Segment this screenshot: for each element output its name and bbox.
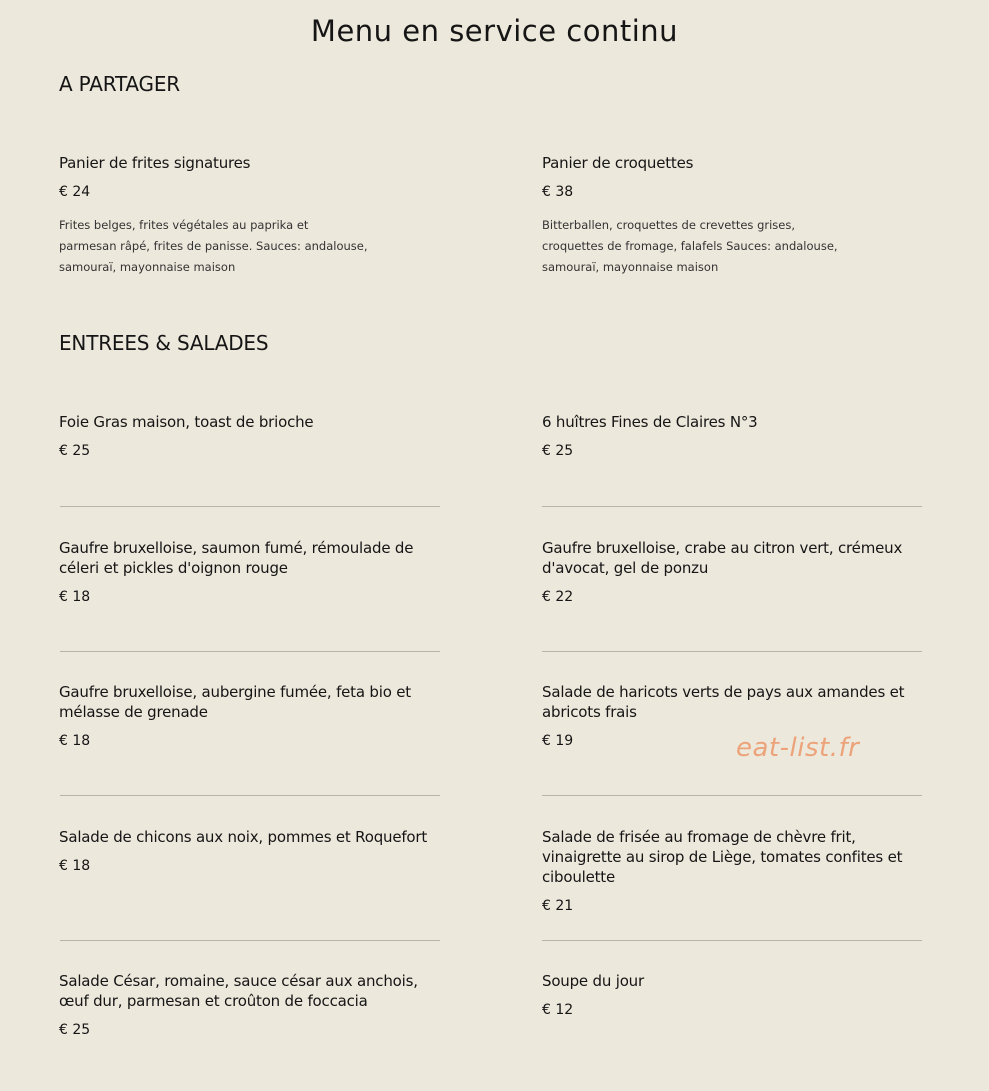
item-price: € 24 [59, 184, 91, 200]
item-description: Frites belges, frites végétales au paprika et parmesan râpé, frites de panisse. Sauces: andalouse, samouraï, mayonnaise maison [59, 218, 368, 274]
menu-item [59, 153, 441, 278]
item-name: Salade de haricots verts de pays aux amandes et abricots frais [542, 683, 905, 721]
item-name: Salade de frisée au fromage de chèvre frit, vinaigrette au sirop de Liège, tomates confites et ciboulette [542, 828, 903, 886]
item-name: Panier de croquettes [542, 154, 694, 172]
menu-item [59, 971, 441, 1039]
divider [60, 506, 440, 507]
item-price: € 18 [59, 858, 91, 874]
item-name: Salade César, romaine, sauce césar aux anchois, œuf dur, parmesan et croûton de foccacia [59, 972, 418, 1010]
menu-item [542, 153, 924, 278]
page-title: Menu en service continu [310, 14, 679, 48]
menu-item [59, 827, 441, 875]
menu-item [542, 682, 924, 750]
item-price: € 19 [542, 733, 574, 749]
menu-item [542, 412, 924, 460]
menu-item [59, 412, 441, 460]
item-price: € 25 [542, 443, 574, 459]
item-name: Gaufre bruxelloise, crabe au citron vert, crémeux d'avocat, gel de ponzu [542, 539, 903, 577]
menu-item [542, 971, 924, 1019]
item-description: Bitterballen, croquettes de crevettes grises, croquettes de fromage, falafels Sauces: andalouse, samouraï, mayonnaise maison [542, 218, 838, 274]
item-price: € 22 [542, 589, 574, 605]
menu-item [59, 682, 441, 750]
item-name: 6 huîtres Fines de Claires N°3 [542, 413, 758, 431]
divider [60, 651, 440, 652]
divider [542, 940, 922, 941]
item-price: € 18 [59, 589, 91, 605]
divider [542, 651, 922, 652]
item-price: € 38 [542, 184, 574, 200]
item-name: Gaufre bruxelloise, saumon fumé, rémoulade de céleri et pickles d'oignon rouge [59, 539, 414, 577]
item-price: € 12 [542, 1002, 574, 1018]
item-price: € 18 [59, 733, 91, 749]
watermark-text: eat-list.fr [736, 733, 860, 763]
item-name: Soupe du jour [542, 972, 644, 990]
section-heading-entrees-salades: ENTREES & SALADES [59, 331, 269, 355]
item-name: Salade de chicons aux noix, pommes et Roquefort [59, 828, 428, 846]
menu-item [59, 538, 441, 606]
menu-item [542, 538, 924, 606]
divider [60, 940, 440, 941]
item-name: Gaufre bruxelloise, aubergine fumée, feta bio et mélasse de grenade [59, 683, 411, 721]
divider [542, 795, 922, 796]
section-heading-a-partager: A PARTAGER [59, 72, 180, 96]
item-price: € 21 [542, 898, 574, 914]
divider [542, 506, 922, 507]
divider [60, 795, 440, 796]
item-price: € 25 [59, 443, 91, 459]
menu-item [542, 827, 924, 915]
item-name: Panier de frites signatures [59, 154, 251, 172]
item-price: € 25 [59, 1022, 91, 1038]
item-name: Foie Gras maison, toast de brioche [59, 413, 314, 431]
